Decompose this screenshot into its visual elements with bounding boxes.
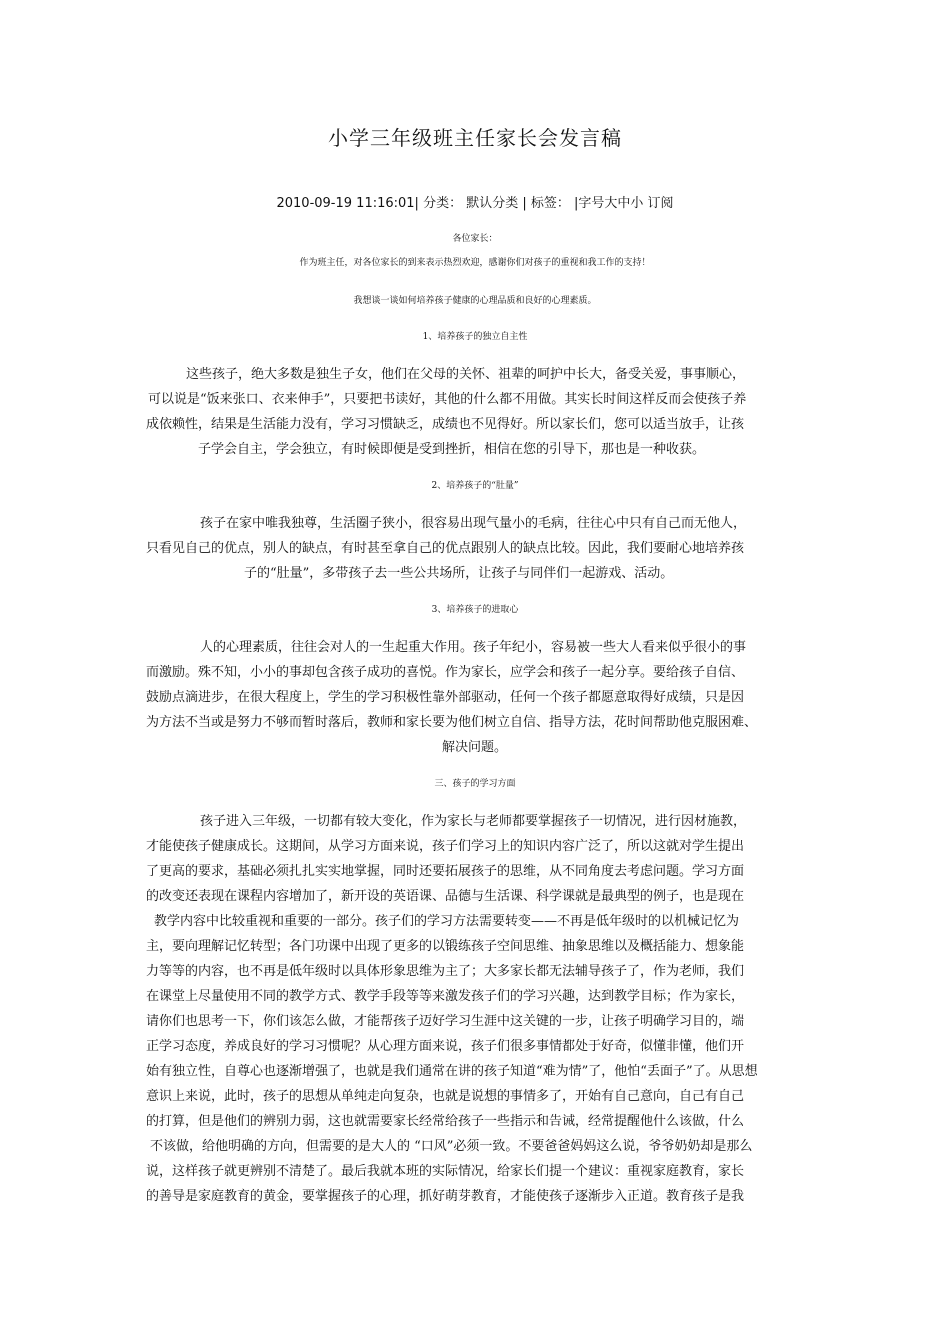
intro-line: 作为班主任，对各位家长的到来表示热烈欢迎，感谢你们对孩子的重视和我工作的支持！ [299,258,651,268]
section-heading: 1、培养孩子的独立自主性 [422,332,528,342]
paragraph-line: 力等等的内容，也不再是低年级时以具体形象思维为主了；大多家长都无法辅导孩子了，作为老师，我们 [146,964,745,979]
paragraph-line: 这些孩子，绝大多数是独生子女，他们在父母的关怀、祖辈的呵护中长大，备受关爱，事事顺心， [186,367,746,382]
paragraph-line: 子学会自主，学会独立，有时候即便是受到挫折，相信在您的引导下，那也是一种收获。 [198,442,706,457]
paragraph-line: 子的“肚量”，多带孩子去一些公共场所，让孩子与同伴们一起游戏、活动。 [244,566,674,581]
paragraph-line: 成依赖性，结果是生活能力没有，学习习惯缺乏，成绩也不见得好。所以家长们，您可以适当放手，让孩 [146,417,745,432]
paragraph-line: 在课堂上尽量使用不同的教学方式、教学手段等等来激发孩子们的学习兴趣，达到教学目标；作为家长， [146,989,745,1004]
paragraph-line: 不该做，给他明确的方向，但需要的是大人的 “口风”必须一致。不要爸爸妈妈这么说，爷爷奶奶却是那么 [150,1139,753,1154]
paragraph-line: 鼓励点滴进步，在很大程度上，学生的学习积极性靠外部驱动，任何一个孩子都愿意取得好成绩，只是因 [146,690,745,705]
section-heading: 3、培养孩子的进取心 [431,605,519,615]
paragraph-line: 主，要向理解记忆转型；各门功课中出现了更多的以锻练孩子空间思维、抽象思维以及概括能力、想象能 [146,939,745,954]
paragraph-line: 正学习态度，养成良好的学习习惯呢？从心理方面来说，孩子们很多事情都处于好奇，似懂非懂，他们开 [146,1039,745,1054]
post-meta: 2010-09-19 11:16:01| 分类： 默认分类 | 标签： |字号大中小 订阅 [276,196,674,211]
paragraph-line: 说，这样孩子就更辨别不清楚了。最后我就本班的实际情况，给家长们提一个建议：重视家庭教育，家长 [146,1164,745,1179]
paragraph-line: 请你们也思考一下，你们该怎么做，才能帮孩子迈好学习生涯中这关键的一步，让孩子明确学习目的，端 [146,1014,745,1029]
paragraph-line: 才能使孩子健康成长。这期间，从学习方面来说，孩子们学习上的知识内容广泛了，所以这就对学生提出 [146,839,745,854]
page-title: 小学三年级班主任家长会发言稿 [328,126,622,150]
section-heading: 2、培养孩子的“肚量” [431,481,519,491]
paragraph-line: 了更高的要求，基础必须扎扎实实地掌握，同时还要拓展孩子的思维，从不同角度去考虑问题。学习方面 [146,864,745,879]
paragraph-line: 可以说是“饭来张口、衣来伸手”，只要把书读好，其他的什么都不用做。其实长时间这样反而会使孩子养 [148,392,747,407]
greeting: 各位家长： [452,234,498,244]
paragraph-line: 孩子进入三年级，一切都有较大变化，作为家长与老师都要掌握孩子一切情况，进行因材施教， [200,814,747,829]
paragraph-line: 解决问题。 [442,740,508,755]
paragraph-line: 意识上来说，此时，孩子的思想从单纯走向复杂，也就是说想的事情多了，开始有自己意向，自己有自己 [146,1089,745,1104]
paragraph-line: 只看见自己的优点，别人的缺点，有时甚至拿自己的优点跟别人的缺点比较。因此，我们要耐心地培养孩 [146,541,745,556]
paragraph-line: 孩子在家中唯我独尊，生活圈子狭小，很容易出现气量小的毛病，往往心中只有自己而无他人， [200,516,747,531]
intro-line: 我想谈一谈如何培养孩子健康的心理品质和良好的心理素质。 [353,296,597,306]
paragraph-line: 教学内容中比较重视和重要的一部分。孩子们的学习方法需要转变——不再是低年级时的以机械记忆为 [154,914,740,929]
paragraph-line: 的善导是家庭教育的黄金，要掌握孩子的心理，抓好萌芽教育，才能使孩子逐渐步入正道。教育孩子是我 [146,1189,745,1204]
paragraph-line: 的改变还表现在课程内容增加了，新开设的英语课、品德与生活课、科学课就是最典型的例子，也是现在 [146,889,745,904]
paragraph-line: 的打算，但是他们的辨别力弱，这也就需要家长经常给孩子一些指示和告诫，经常提醒他什么该做，什么 [146,1114,745,1129]
section-heading: 三、孩子的学习方面 [434,779,516,789]
paragraph-line: 为方法不当或是努力不够而暂时落后，教师和家长要为他们树立自信、指导方法，花时间帮助他克服困难、 [146,715,758,730]
paragraph-line: 而激励。殊不知，小小的事却包含孩子成功的喜悦。作为家长，应学会和孩子一起分享。要给孩子自信、 [146,665,745,680]
paragraph-line: 人的心理素质，往往会对人的一生起重大作用。孩子年纪小，容易被一些大人看来似乎很小的事 [200,640,747,655]
paragraph-line: 始有独立性，自尊心也逐渐增强了，也就是我们通常在讲的孩子知道“难为情”了，他怕“丢面子”了。从思想 [146,1064,758,1079]
